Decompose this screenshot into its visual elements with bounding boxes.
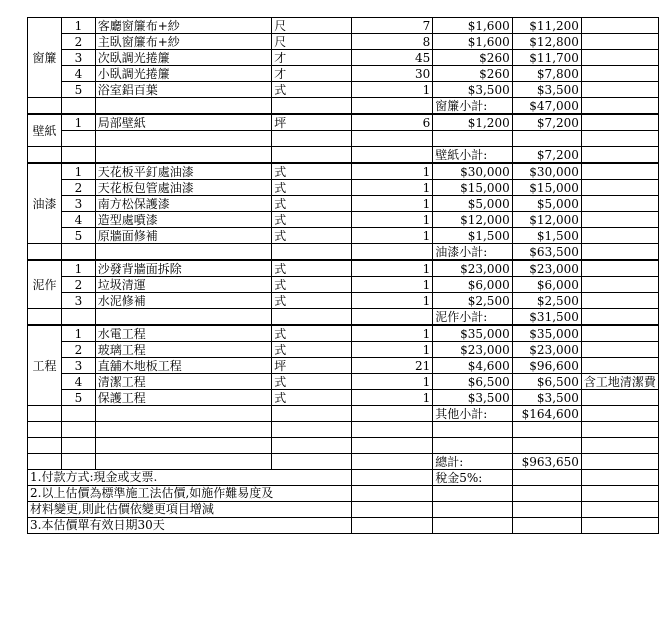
item-unit: 坪 xyxy=(272,114,352,131)
item-remark xyxy=(581,180,658,196)
subtotal-label: 壁紙小計: xyxy=(433,147,512,164)
empty-cell xyxy=(272,454,352,470)
empty-cell xyxy=(95,422,272,438)
item-remark: 含工地清潔費 xyxy=(581,374,658,390)
note-text: 2.以上估價為標準施工法估價,如施作難易度及 xyxy=(30,486,274,500)
empty-cell xyxy=(28,147,62,164)
item-number: 5 xyxy=(62,82,96,98)
empty-cell xyxy=(95,406,272,422)
empty-cell xyxy=(512,438,581,454)
item-unit: 式 xyxy=(272,180,352,196)
table-row xyxy=(28,390,659,406)
table-row xyxy=(28,212,659,228)
empty-cell xyxy=(62,309,96,326)
empty-cell xyxy=(512,131,581,147)
item-quantity: 1 xyxy=(352,293,433,309)
item-name: 局部壁紙 xyxy=(95,114,272,131)
item-unit-price: $6,500 xyxy=(433,374,512,390)
empty-cell xyxy=(433,438,512,454)
empty-cell xyxy=(433,502,512,518)
item-unit-price: $2,500 xyxy=(433,293,512,309)
item-quantity: 1 xyxy=(352,277,433,293)
item-name: 沙發背牆面拆除 xyxy=(95,260,272,277)
item-amount: $6,000 xyxy=(512,277,581,293)
item-amount: $2,500 xyxy=(512,293,581,309)
note-text: 3.本估價單有效日期30天 xyxy=(30,518,165,532)
category-label: 壁紙 xyxy=(28,114,62,147)
note-text: 材料變更,則此估價依變更項目增減 xyxy=(30,502,214,516)
table-row xyxy=(28,131,659,147)
item-remark xyxy=(581,34,658,50)
item-quantity: 8 xyxy=(352,34,433,50)
item-remark xyxy=(581,358,658,374)
item-unit-price: $3,500 xyxy=(433,82,512,98)
empty-cell xyxy=(352,422,433,438)
subtotal-row xyxy=(28,98,659,115)
item-quantity: 1 xyxy=(352,325,433,342)
item-unit: 式 xyxy=(272,163,352,180)
item-unit: 尺 xyxy=(272,18,352,34)
empty-cell xyxy=(62,454,96,470)
item-unit-price: $4,600 xyxy=(433,358,512,374)
item-quantity: 1 xyxy=(352,390,433,406)
item-amount: $1,500 xyxy=(512,228,581,244)
table-row xyxy=(28,293,659,309)
item-unit: 式 xyxy=(272,82,352,98)
item-number: 1 xyxy=(62,163,96,180)
item-remark xyxy=(581,82,658,98)
empty-cell xyxy=(95,309,272,326)
item-remark xyxy=(581,342,658,358)
item-unit-price: $1,600 xyxy=(433,34,512,50)
item-unit-price: $15,000 xyxy=(433,180,512,196)
empty-cell xyxy=(95,131,272,147)
table-row xyxy=(28,180,659,196)
item-unit: 式 xyxy=(272,325,352,342)
item-number: 3 xyxy=(62,196,96,212)
subtotal-value: $31,500 xyxy=(512,309,581,326)
note-row xyxy=(28,486,659,502)
subtotal-label: 其他小計: xyxy=(433,406,512,422)
item-number: 5 xyxy=(62,228,96,244)
empty-cell xyxy=(272,147,352,164)
empty-cell xyxy=(512,486,581,502)
empty-cell xyxy=(28,454,62,470)
empty-cell xyxy=(272,438,352,454)
table-row xyxy=(28,374,659,390)
empty-cell xyxy=(352,131,433,147)
empty-cell xyxy=(581,518,658,534)
table-row xyxy=(28,228,659,244)
table-row xyxy=(28,277,659,293)
empty-cell xyxy=(581,438,658,454)
item-number: 1 xyxy=(62,325,96,342)
empty-cell xyxy=(28,438,62,454)
empty-cell xyxy=(62,147,96,164)
item-number: 1 xyxy=(62,18,96,34)
item-remark xyxy=(581,277,658,293)
item-amount: $96,600 xyxy=(512,358,581,374)
table-row xyxy=(28,114,659,131)
subtotal-label: 油漆小計: xyxy=(433,244,512,261)
item-amount: $23,000 xyxy=(512,342,581,358)
item-name: 原牆面修補 xyxy=(95,228,272,244)
subtotal-row xyxy=(28,244,659,261)
empty-cell xyxy=(352,98,433,115)
item-unit-price: $1,200 xyxy=(433,114,512,131)
empty-cell xyxy=(581,244,658,261)
quotation-table xyxy=(27,17,659,534)
note-cell xyxy=(28,486,352,502)
item-unit: 式 xyxy=(272,196,352,212)
total-value: $963,650 xyxy=(512,454,581,470)
item-name: 直舖木地板工程 xyxy=(95,358,272,374)
item-unit-price: $6,000 xyxy=(433,277,512,293)
item-quantity: 1 xyxy=(352,342,433,358)
item-name: 浴室鋁百葉 xyxy=(95,82,272,98)
item-number: 1 xyxy=(62,260,96,277)
item-quantity: 45 xyxy=(352,50,433,66)
item-quantity: 1 xyxy=(352,374,433,390)
table-row xyxy=(28,82,659,98)
category-label: 泥作 xyxy=(28,260,62,309)
empty-cell xyxy=(512,502,581,518)
empty-cell xyxy=(581,486,658,502)
item-name: 水電工程 xyxy=(95,325,272,342)
empty-cell xyxy=(28,98,62,115)
empty-cell xyxy=(95,438,272,454)
item-remark xyxy=(581,260,658,277)
item-remark xyxy=(581,50,658,66)
item-number: 2 xyxy=(62,342,96,358)
item-amount: $3,500 xyxy=(512,390,581,406)
item-amount: $7,200 xyxy=(512,114,581,131)
item-number: 2 xyxy=(62,277,96,293)
item-unit-price: $260 xyxy=(433,50,512,66)
empty-cell xyxy=(28,422,62,438)
empty-cell xyxy=(62,438,96,454)
item-quantity: 1 xyxy=(352,228,433,244)
item-remark xyxy=(581,325,658,342)
empty-cell xyxy=(95,244,272,261)
table-row xyxy=(28,358,659,374)
item-unit: 才 xyxy=(272,66,352,82)
item-quantity: 1 xyxy=(352,212,433,228)
item-remark xyxy=(581,390,658,406)
item-name: 主臥窗簾布+紗 xyxy=(95,34,272,50)
item-quantity: 1 xyxy=(352,82,433,98)
table-row xyxy=(28,438,659,454)
item-unit-price: $3,500 xyxy=(433,390,512,406)
item-unit-price: $5,000 xyxy=(433,196,512,212)
empty-cell xyxy=(352,406,433,422)
empty-cell xyxy=(352,486,433,502)
empty-cell xyxy=(581,422,658,438)
item-quantity: 6 xyxy=(352,114,433,131)
item-name: 南方松保護漆 xyxy=(95,196,272,212)
table-row xyxy=(28,196,659,212)
note-cell xyxy=(28,502,352,518)
empty-cell xyxy=(28,309,62,326)
empty-cell xyxy=(352,244,433,261)
empty-cell xyxy=(581,98,658,115)
subtotal-label: 窗簾小計: xyxy=(433,98,512,115)
item-amount: $6,500 xyxy=(512,374,581,390)
item-remark xyxy=(581,18,658,34)
empty-cell xyxy=(512,422,581,438)
item-quantity: 30 xyxy=(352,66,433,82)
item-remark xyxy=(581,212,658,228)
item-amount: $12,000 xyxy=(512,212,581,228)
empty-cell xyxy=(433,486,512,502)
empty-cell xyxy=(28,244,62,261)
item-amount: $11,200 xyxy=(512,18,581,34)
empty-cell xyxy=(433,422,512,438)
subtotal-label: 泥作小計: xyxy=(433,309,512,326)
item-number: 3 xyxy=(62,358,96,374)
item-name: 水泥修補 xyxy=(95,293,272,309)
empty-cell xyxy=(352,454,433,470)
empty-cell xyxy=(352,147,433,164)
subtotal-value: $7,200 xyxy=(512,147,581,164)
empty-cell xyxy=(95,98,272,115)
empty-cell xyxy=(581,131,658,147)
item-unit-price: $260 xyxy=(433,66,512,82)
item-amount: $7,800 xyxy=(512,66,581,82)
item-amount: $15,000 xyxy=(512,180,581,196)
item-remark xyxy=(581,163,658,180)
item-quantity: 21 xyxy=(352,358,433,374)
item-unit-price: $35,000 xyxy=(433,325,512,342)
note-row xyxy=(28,502,659,518)
table-row xyxy=(28,50,659,66)
item-quantity: 1 xyxy=(352,163,433,180)
item-name: 小臥調光捲簾 xyxy=(95,66,272,82)
empty-cell xyxy=(352,309,433,326)
subtotal-row xyxy=(28,147,659,164)
item-number: 4 xyxy=(62,374,96,390)
item-remark xyxy=(581,228,658,244)
item-number: 2 xyxy=(62,180,96,196)
empty-cell xyxy=(581,309,658,326)
empty-cell xyxy=(352,438,433,454)
empty-cell xyxy=(352,518,433,534)
subtotal-value: $164,600 xyxy=(512,406,581,422)
empty-cell xyxy=(272,98,352,115)
subtotal-row xyxy=(28,309,659,326)
item-unit-price: $12,000 xyxy=(433,212,512,228)
category-label: 油漆 xyxy=(28,163,62,244)
quotation-sheet xyxy=(27,17,659,534)
empty-cell xyxy=(62,422,96,438)
empty-cell xyxy=(581,406,658,422)
item-amount: $30,000 xyxy=(512,163,581,180)
total-row xyxy=(28,454,659,470)
table-row xyxy=(28,66,659,82)
item-number: 2 xyxy=(62,34,96,50)
empty-cell xyxy=(581,147,658,164)
item-number: 3 xyxy=(62,293,96,309)
subtotal-value: $63,500 xyxy=(512,244,581,261)
item-name: 客廳窗簾布+紗 xyxy=(95,18,272,34)
empty-cell xyxy=(62,98,96,115)
item-name: 玻璃工程 xyxy=(95,342,272,358)
empty-cell xyxy=(272,422,352,438)
empty-cell xyxy=(581,502,658,518)
item-name: 天花板包管處油漆 xyxy=(95,180,272,196)
table-row xyxy=(28,260,659,277)
item-unit: 式 xyxy=(272,212,352,228)
item-amount: $35,000 xyxy=(512,325,581,342)
note-row xyxy=(28,518,659,534)
item-unit-price: $23,000 xyxy=(433,260,512,277)
item-unit: 式 xyxy=(272,374,352,390)
item-amount: $23,000 xyxy=(512,260,581,277)
subtotal-row xyxy=(28,406,659,422)
table-row xyxy=(28,34,659,50)
item-quantity: 1 xyxy=(352,180,433,196)
item-name: 垃圾清運 xyxy=(95,277,272,293)
item-remark xyxy=(581,114,658,131)
empty-cell xyxy=(581,470,658,486)
item-remark xyxy=(581,293,658,309)
item-unit-price: $1,500 xyxy=(433,228,512,244)
note-text: 1.付款方式:現金或支票. xyxy=(30,470,158,484)
item-unit-price: $1,600 xyxy=(433,18,512,34)
item-number: 5 xyxy=(62,390,96,406)
empty-cell xyxy=(272,406,352,422)
empty-cell xyxy=(62,406,96,422)
item-unit-price: $30,000 xyxy=(433,163,512,180)
item-unit: 式 xyxy=(272,228,352,244)
empty-cell xyxy=(28,406,62,422)
item-unit: 坪 xyxy=(272,358,352,374)
table-row xyxy=(28,18,659,34)
item-unit: 式 xyxy=(272,390,352,406)
empty-cell xyxy=(95,454,272,470)
note-cell xyxy=(28,518,352,534)
item-unit: 式 xyxy=(272,342,352,358)
item-unit: 才 xyxy=(272,50,352,66)
empty-cell xyxy=(272,244,352,261)
empty-cell xyxy=(433,131,512,147)
item-unit: 式 xyxy=(272,277,352,293)
item-unit-price: $23,000 xyxy=(433,342,512,358)
table-row xyxy=(28,325,659,342)
empty-cell xyxy=(352,502,433,518)
item-name: 次臥調光捲簾 xyxy=(95,50,272,66)
empty-cell xyxy=(352,470,433,486)
category-label: 工程 xyxy=(28,325,62,406)
item-name: 造型處噴漆 xyxy=(95,212,272,228)
empty-cell xyxy=(512,470,581,486)
item-quantity: 7 xyxy=(352,18,433,34)
item-number: 3 xyxy=(62,50,96,66)
item-name: 天花板平釘處油漆 xyxy=(95,163,272,180)
empty-cell xyxy=(512,518,581,534)
item-amount: $12,800 xyxy=(512,34,581,50)
note-row xyxy=(28,470,659,486)
item-name: 清潔工程 xyxy=(95,374,272,390)
empty-cell xyxy=(581,454,658,470)
total-label: 總計: xyxy=(433,454,512,470)
empty-cell xyxy=(95,147,272,164)
empty-cell xyxy=(433,518,512,534)
item-unit: 式 xyxy=(272,260,352,277)
item-quantity: 1 xyxy=(352,196,433,212)
item-number: 4 xyxy=(62,66,96,82)
tax-label: 稅金5%: xyxy=(433,470,512,486)
empty-cell xyxy=(62,244,96,261)
item-amount: $5,000 xyxy=(512,196,581,212)
item-number: 1 xyxy=(62,114,96,131)
item-number: 4 xyxy=(62,212,96,228)
item-quantity: 1 xyxy=(352,260,433,277)
empty-cell xyxy=(272,309,352,326)
item-unit: 尺 xyxy=(272,34,352,50)
table-row xyxy=(28,163,659,180)
item-remark xyxy=(581,66,658,82)
empty-cell xyxy=(272,131,352,147)
item-remark xyxy=(581,196,658,212)
empty-cell xyxy=(62,131,96,147)
category-label: 窗簾 xyxy=(28,18,62,98)
subtotal-value: $47,000 xyxy=(512,98,581,115)
item-name: 保護工程 xyxy=(95,390,272,406)
item-amount: $11,700 xyxy=(512,50,581,66)
item-amount: $3,500 xyxy=(512,82,581,98)
item-unit: 式 xyxy=(272,293,352,309)
note-cell xyxy=(28,470,352,486)
table-row xyxy=(28,422,659,438)
table-row xyxy=(28,342,659,358)
